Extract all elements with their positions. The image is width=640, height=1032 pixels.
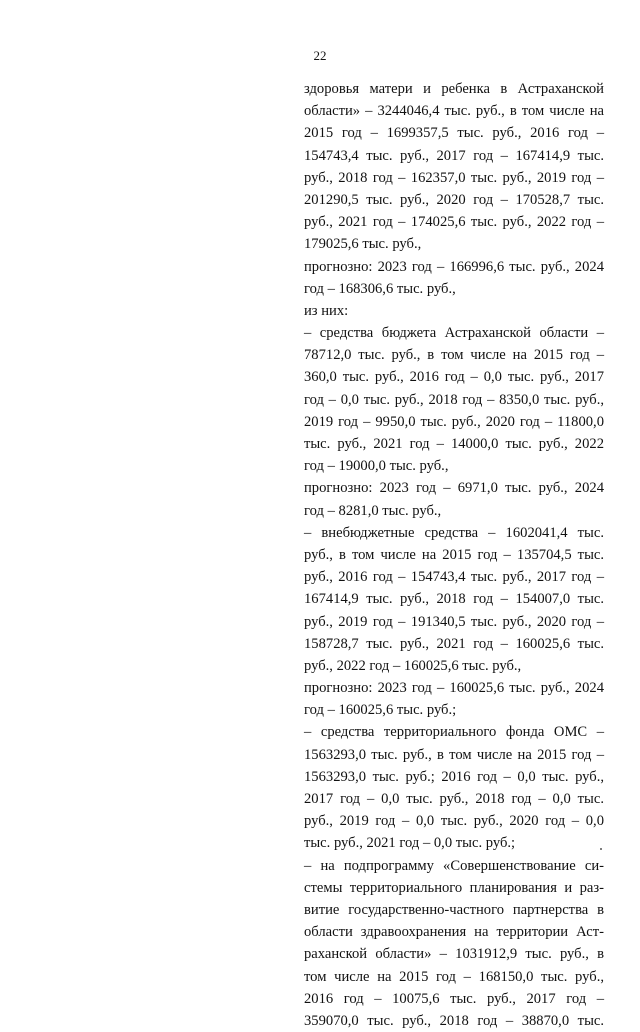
text-line: – внебюджетные средства – 1602041,4 тыс. — [304, 524, 604, 541]
page-number: 22 — [313, 48, 327, 63]
text-line: год – 0,0 тыс. руб., 2018 год – 8350,0 тыс. руб., — [304, 391, 604, 408]
text-line: год – 19000,0 тыс. руб., — [304, 458, 449, 475]
text-line: 201290,5 тыс. руб., 2020 год – 170528,7 тыс. — [304, 191, 604, 208]
text-line: год – 8281,0 тыс. руб., — [304, 502, 442, 519]
text-line: 2015 год – 1699357,5 тыс. руб., 2016 год – — [304, 125, 604, 142]
text-line: 1563293,0 тыс. руб., в том числе на 2015 год – — [304, 746, 604, 763]
text-line: стемы территориального планирования и раз- — [304, 879, 604, 896]
text-line: области» – 3244046,4 тыс. руб., в том числе на — [304, 103, 604, 120]
text-line: – на подпрограмму «Совершенствование си- — [304, 857, 604, 874]
text-line: прогнозно: 2023 год – 166996,6 тыс. руб., 2024 — [304, 258, 604, 275]
text-line: из них: — [304, 302, 349, 319]
text-line: – средства бюджета Астраханской области – — [304, 325, 604, 342]
text-line: руб., 2018 год – 162357,0 тыс. руб., 2019 год – — [304, 169, 604, 186]
text-line: руб., 2021 год – 174025,6 тыс. руб., 2022 год – — [304, 214, 604, 231]
text-line: год – 160025,6 тыс. руб.; — [304, 702, 457, 719]
text-line: 78712,0 тыс. руб., в том числе на 2015 год – — [304, 347, 604, 364]
text-line: руб., 2022 год – 160025,6 тыс. руб., — [304, 657, 522, 674]
text-line: 158728,7 тыс. руб., 2021 год – 160025,6 тыс. — [304, 635, 604, 652]
text-line: здоровья матери и ребенка в Астраханской — [304, 81, 604, 97]
text-line: год – 168306,6 тыс. руб., — [304, 280, 456, 297]
text-line: том числе на 2015 год – 168150,0 тыс. руб., — [304, 968, 604, 985]
text-line: руб., 2019 год – 191340,5 тыс. руб., 2020 год – — [304, 613, 604, 630]
text-line: прогнозно: 2023 год – 160025,6 тыс. руб., 2024 — [304, 680, 604, 697]
text-line: прогнозно: 2023 год – 6971,0 тыс. руб., 2024 — [304, 480, 604, 497]
scan-mark — [600, 848, 602, 850]
text-line: 359070,0 тыс. руб., 2018 год – 38870,0 тыс. — [304, 1012, 604, 1029]
text-line: витие государственно-частного партнерства в — [304, 901, 604, 918]
text-line: руб., в том числе на 2015 год – 135704,5 тыс. — [304, 546, 604, 563]
text-line: руб., 2019 год – 0,0 тыс. руб., 2020 год – 0,0 — [304, 813, 604, 830]
text-line: 2019 год – 9950,0 тыс. руб., 2020 год – 11800,0 — [304, 413, 604, 430]
body-text-column — [304, 78, 604, 1032]
text-line: области здравоохранения на территории Аст- — [304, 924, 604, 941]
text-line: тыс. руб., 2021 год – 0,0 тыс. руб.; — [304, 835, 516, 852]
text-line: тыс. руб., 2021 год – 14000,0 тыс. руб., 2022 — [304, 436, 604, 452]
text-line: руб., 2016 год – 154743,4 тыс. руб., 2017 год – — [304, 569, 604, 586]
text-line: 167414,9 тыс. руб., 2018 год – 154007,0 тыс. — [304, 591, 604, 608]
text-line: 2017 год – 0,0 тыс. руб., 2018 год – 0,0 тыс. — [304, 791, 604, 807]
text-line: 2016 год – 10075,6 тыс. руб., 2017 год – — [304, 990, 604, 1007]
text-line: 1563293,0 тыс. руб.; 2016 год – 0,0 тыс. руб., — [304, 768, 604, 785]
text-line: 179025,6 тыс. руб., — [304, 236, 422, 253]
text-line: 154743,4 тыс. руб., 2017 год – 167414,9 тыс. — [304, 147, 604, 164]
text-line: раханской области» – 1031912,9 тыс. руб., в — [304, 946, 604, 963]
text-line: – средства территориального фонда ОМС – — [304, 724, 604, 741]
text-line: 360,0 тыс. руб., 2016 год – 0,0 тыс. руб., 2017 — [304, 369, 604, 386]
